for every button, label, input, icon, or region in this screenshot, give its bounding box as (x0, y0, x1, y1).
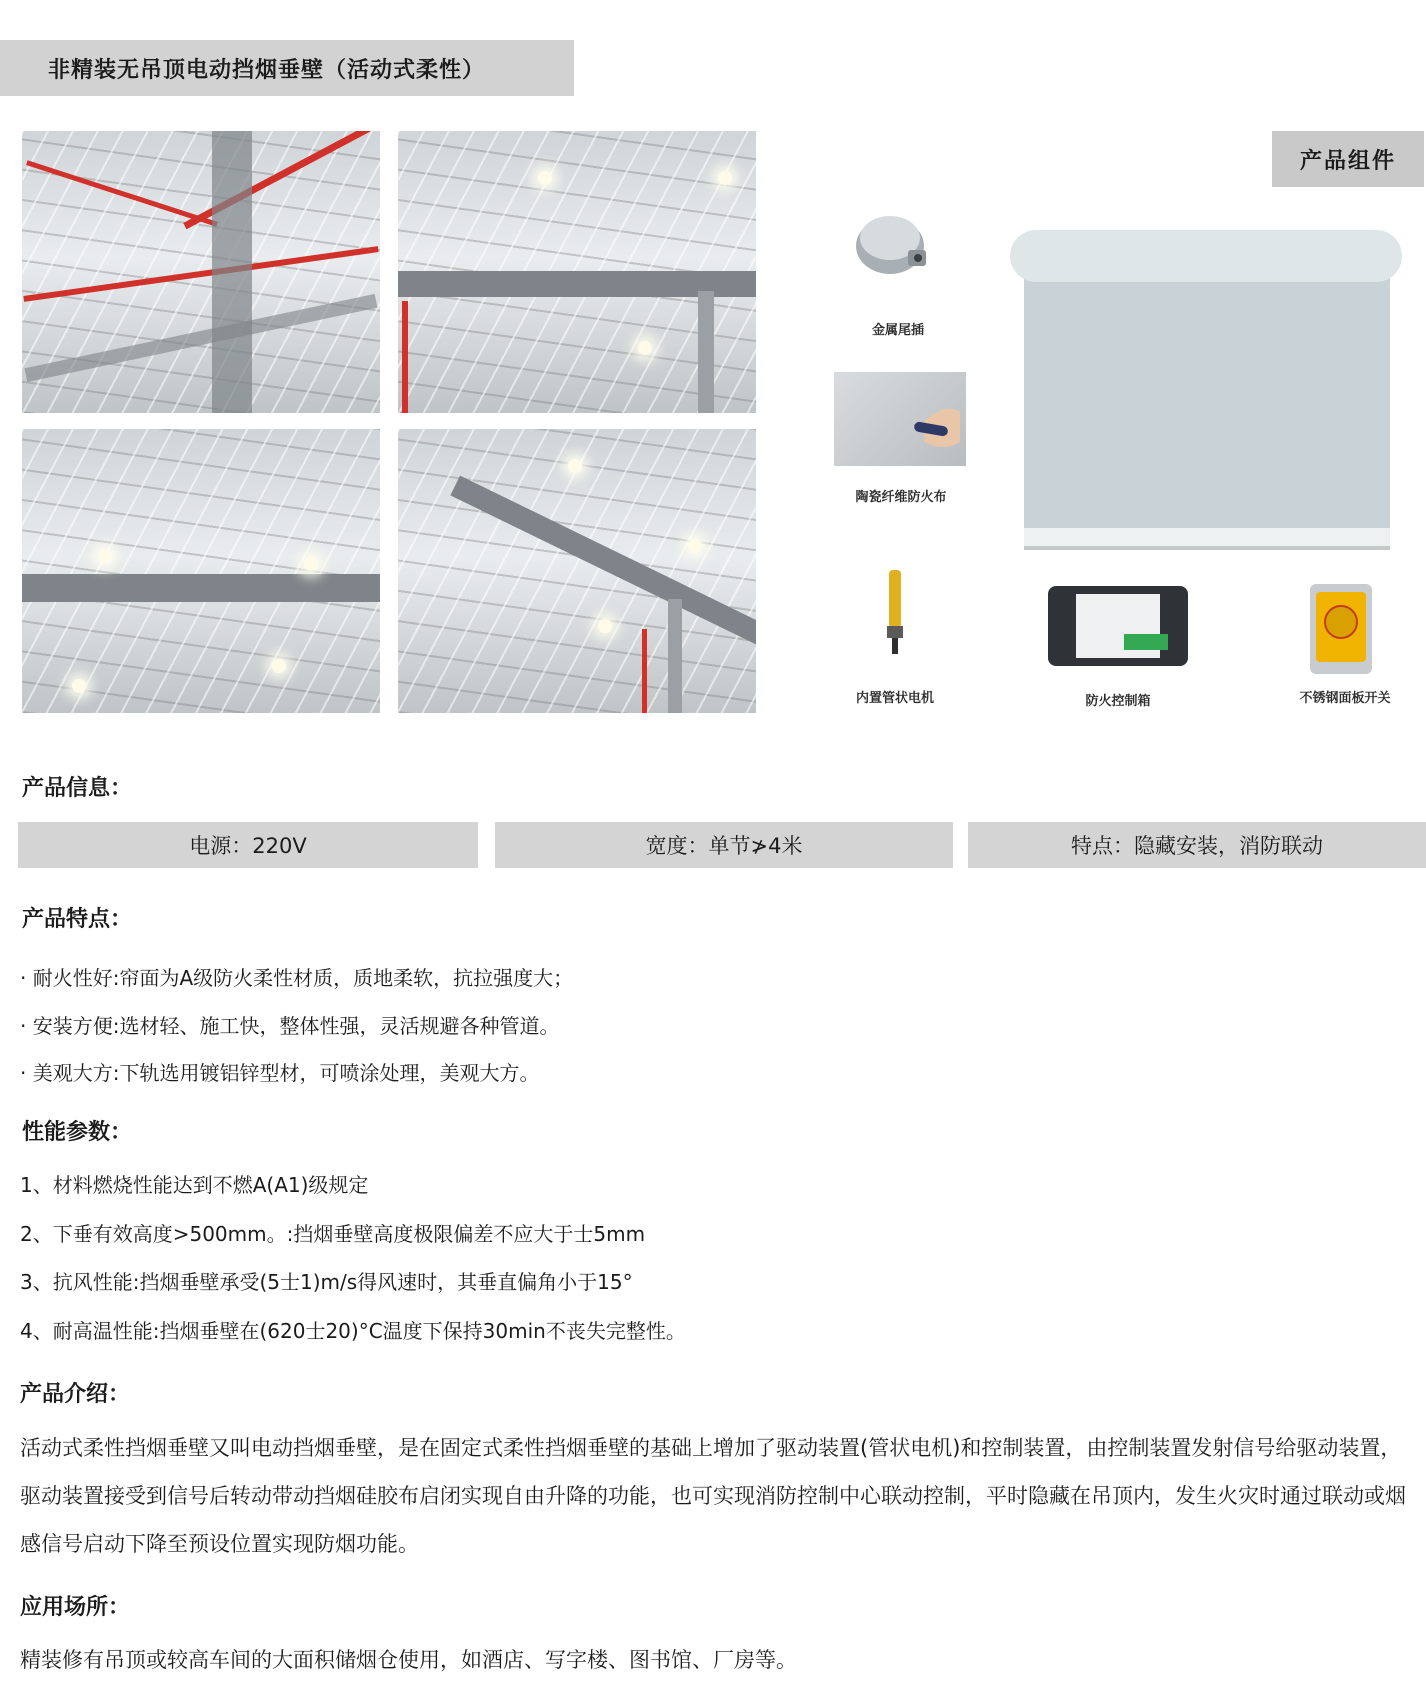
product-info-heading: 产品信息： (22, 776, 133, 801)
info-box-width: 宽度：单节≯4米 (495, 822, 953, 868)
features-heading: 产品特点： (22, 907, 133, 932)
feature-item: · 美观大方:下轨选用镀铝锌型材，可喷涂处理，美观大方。 (20, 1061, 540, 1085)
metal-end-plug-icon (850, 208, 940, 288)
smoke-curtain-roll-icon (1010, 230, 1402, 552)
param-item: 2、下垂有效高度>500mm。:挡烟垂壁高度极限偏差不应大于士5mm (20, 1222, 646, 1246)
application-text: 精装修有吊顶或较高车间的大面积储烟仓使用，如酒店、写字楼、图书馆、厂房等。 (20, 1648, 797, 1672)
components-header: 产品组件 (1272, 131, 1424, 187)
factory-photo-1 (22, 131, 380, 413)
feature-item: · 耐火性好:帘面为A级防火柔性材质，质地柔软，抗拉强度大； (20, 966, 574, 990)
factory-photo-3 (22, 429, 380, 713)
feature-item: · 安装方便:选材轻、施工快，整体性强，灵活规避各种管道。 (20, 1014, 560, 1038)
component-label-fire-cloth: 陶瓷纤维防火布 (855, 490, 947, 505)
factory-photo-4 (398, 429, 756, 713)
intro-paragraph: 活动式柔性挡烟垂壁又叫电动挡烟垂壁，是在固定式柔性挡烟垂壁的基础上增加了驱动装置(管状电机)和控制装置，由控制装置发射信号给驱动装置，驱动装置接受到信号后转动带动挡烟硅胶布启闭实现自由升降的功能，也可实现消防控制中心联动控制，平时隐藏在吊顶内，发生火灾时通过联动或烟感信号启动下降至预设位置实现防烟功能。 (20, 1436, 1406, 1556)
component-label-end-plug: 金属尾插 (871, 323, 924, 338)
info-box-features: 特点：隐藏安装，消防联动 (968, 822, 1426, 868)
control-box-icon (1048, 586, 1188, 666)
param-item: 1、材料燃烧性能达到不燃A(A1)级规定 (20, 1173, 369, 1197)
application-heading: 应用场所： (20, 1595, 131, 1620)
component-label-control-box: 防火控制箱 (1085, 694, 1151, 709)
param-item: 3、抗风性能:挡烟垂壁承受(5士1)m/s得风速时，其垂直偏角小于15° (20, 1270, 633, 1294)
fire-cloth-icon (834, 372, 966, 466)
intro-heading: 产品介绍： (20, 1382, 131, 1407)
info-box-power: 电源：220V (18, 822, 478, 868)
component-label-panel-switch: 不锈钢面板开关 (1299, 691, 1391, 706)
params-heading: 性能参数： (22, 1120, 133, 1145)
factory-photo-2 (398, 131, 756, 413)
param-item: 4、耐高温性能:挡烟垂壁在(620士20)°C温度下保持30min不丧失完整性。 (20, 1319, 686, 1343)
panel-switch-icon (1310, 584, 1372, 674)
page-title: 非精装无吊顶电动挡烟垂壁（活动式柔性） (0, 40, 574, 96)
component-label-motor: 内置管状电机 (855, 691, 934, 706)
tubular-motor-icon (880, 570, 910, 656)
